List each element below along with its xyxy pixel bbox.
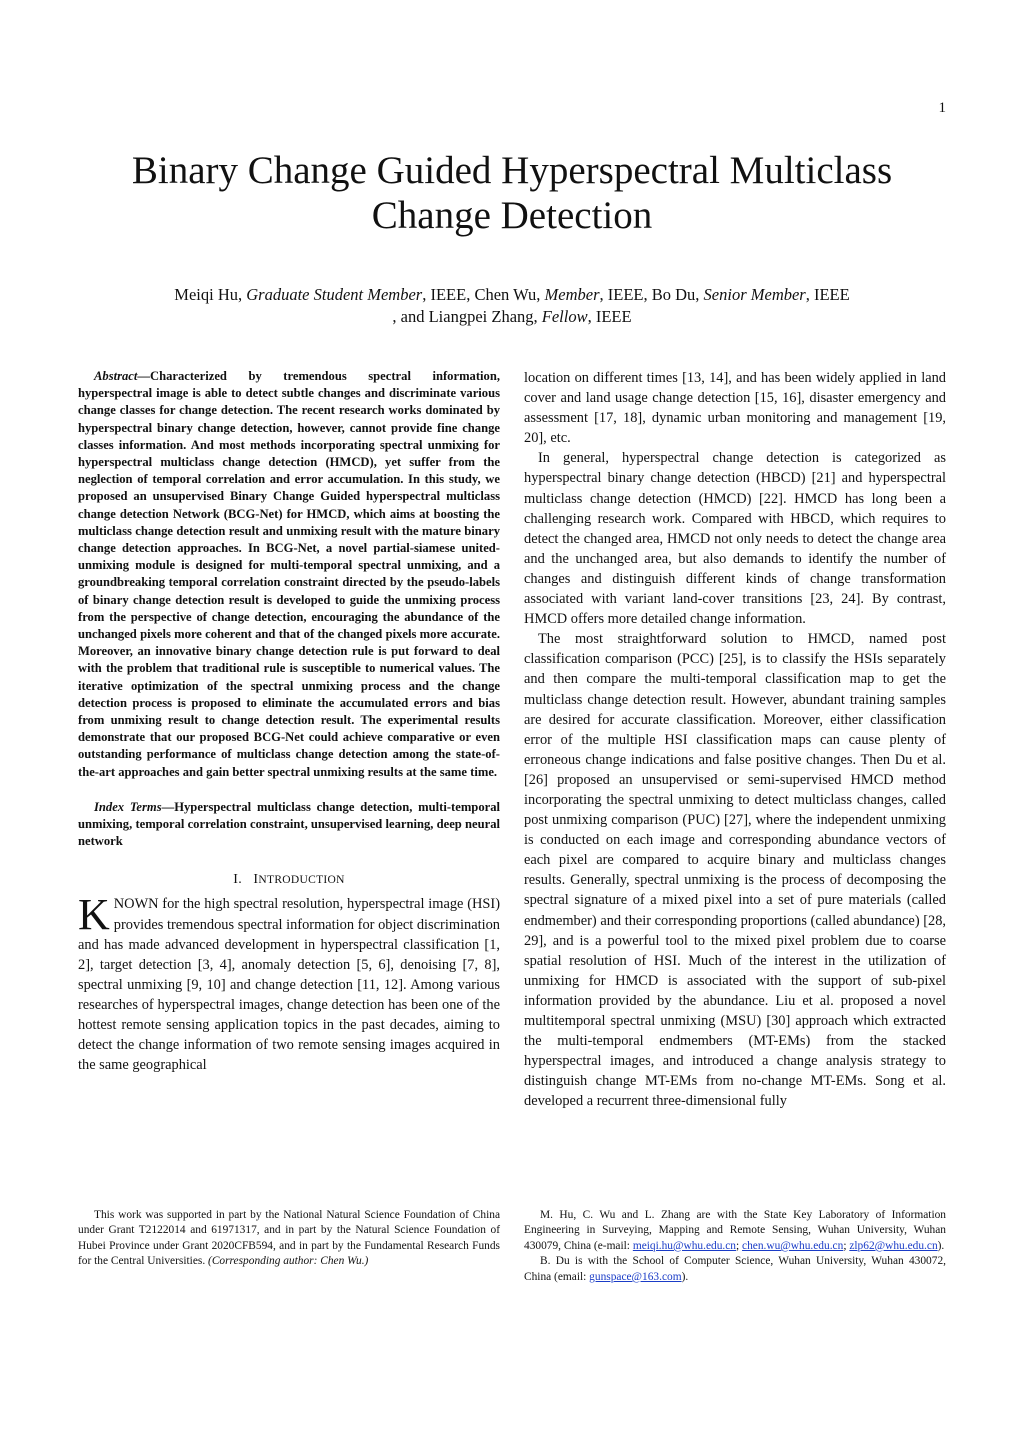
footnote-funding-text: This work was supported in part by the National Natural Science Foundation of China under Grant T2122014 and 61971317, and in part by the Natural Science Foundation of Hubei Province under Grant 2020CFB594, and in part by the Fundamental Research Funds for the Central Universities.: [78, 1209, 500, 1268]
intro-paragraph-1-continued: location on different times [13, 14], and has been widely applied in land cover and land usage change detection [15, 16], disaster emergency and assessment [17, 18], dynamic urban monitoring and management [19, 20], etc.: [524, 370, 946, 447]
email-link-du[interactable]: gunspace@163.com: [589, 1270, 682, 1283]
footnote-affiliations: [524, 1208, 946, 1285]
paper-title: Binary Change Guided Hyperspectral Multiclass Change Detection: [131, 149, 893, 237]
section-numeral: I.: [233, 872, 243, 888]
email-separator: ;: [736, 1239, 743, 1252]
email-link-wu[interactable]: chen.wu@whu.edu.cn: [742, 1239, 844, 1252]
section-title-first: I: [253, 872, 259, 888]
right-column: [524, 368, 946, 1111]
author-1-org: , IEEE: [422, 285, 467, 304]
affiliation-1-text: M. Hu, C. Wu and L. Zhang are with the State Key Laboratory of Information Engineering in Surveying, Mapping and Remote Sensing, Wuhan University, Wuhan 430079, China (e-mail:: [524, 1209, 946, 1252]
index-terms-text: —Hyperspectral multiclass change detection, multi-temporal unmixing, temporal correlation constraint, unsupervised learning, deep neural network: [78, 799, 500, 849]
email-link-hu[interactable]: meiqi.hu@whu.edu.cn: [632, 1239, 737, 1252]
abstract-label: Abstract: [94, 369, 138, 383]
intro-paragraph-2: In general, hyperspectral change detection is categorized as hyperspectral binary change detection (HBCD) [21] and hyperspectral multiclass change detection (HMCD) [22]. HMCD has long been a challenging research work. Compared with HBCD, which requires to detect the changed area, HMCD not only needs to detect the change area and the unchanged area, but also demands to identify the number of changes and distinguish different kinds of change transformation associated with variant land-cover transitions [23, 24]. By contrast, HMCD offers more detailed change information.: [524, 450, 946, 628]
author-2-org: , IEEE: [599, 285, 644, 304]
abstract-text: —Characterized by tremendous spectral information, hyperspectral image is able to detect subtle changes and discriminate various change classes for change detection. The recent research works dominated by hyperspectral binary change detection, however, cannot provide fine change classes information. And most methods incorporating spectral unmixing for hyperspectral multiclass change detection (HMCD), yet suffer from the neglection of temporal correlation and error accumulation. In this study, we proposed an unsupervised Binary Change Guided hyperspectral multiclass change detection Network (BCG-Net) for HMCD, which aims at boosting the multiclass change detection result and unmixing result with the mature binary change detection approaches. In BCG-Net, a novel partial-siamese united-unmixing module is designed for multi-temporal spectral unmixing, and a groundbreaking temporal correlation constraint directed by the pseudo-labels of binary change detection result is developed to guide the unmixing process from the perspective of change detection, encouraging the abundance of the unchanged pixels more coherent and that of the changed pixels more accurate. Moreover, an innovative binary change detection rule is put forward to deal with the problem that traditional rule is susceptible to numerical values. The iterative optimization of the spectral unmixing process and the change detection process is proposed to eliminate the accumulated errors and bias from unmixing result to change detection result. The experimental results demonstrate that our proposed BCG-Net could achieve comparative or even outstanding performance of multiclass change detection among the state-of-the-art approaches and gain better spectral unmixing results at the same time.: [78, 369, 500, 779]
email-link-zhang[interactable]: zlp62@whu.edu.cn: [849, 1239, 938, 1252]
author-2-role: Member: [544, 285, 600, 304]
author-4-role: Fellow: [541, 307, 588, 326]
author-4-name: , and Liangpei Zhang,: [392, 307, 542, 326]
author-4-org: , IEEE: [587, 307, 632, 326]
affiliation-2-end: ).: [681, 1270, 689, 1283]
email-separator: ;: [843, 1239, 850, 1252]
author-3-name: , Bo Du,: [643, 285, 704, 304]
corresponding-author-note: (Corresponding author: Chen Wu.): [208, 1255, 369, 1268]
intro-paragraph-3: The most straightforward solution to HMCD, named post classification comparison (PCC) [25], is to classify the HSIs separately and then compare the multi-temporal classification map to get the multiclass change detection result. However, abundant training samples are desired for accurate classification. Moreover, either classification error of the multiple HSI classification maps can cause plenty of erroneous change indications and false positive changes. Then Du et al.[26] proposed an unsupervised or semi-supervised HMCD method incorporating the spectral unmixing to detect multiclass changes, called post unmixing comparison (PUC) [27], where the independent unmixing is conducted on each image and corresponding abundance vectors of each pixel are compared to acquire binary and multiclass changes results. Generally, spectral unmixing is the process of decomposing the spectral signature of a mixed pixel into a set of pure materials (called endmember) and their corresponding proportions (called abundance) [28, 29], and is a powerful tool to the mixed pixel problem due to coarse spatial resolution of HSI. Much of the interest in the utilization of unmixing for HMCD is associated with the support of sub-pixel information provided by the abundance. Liu et al. proposed a novel multitemporal spectral unmixing (MSU) [30] approach which extracted the multi-temporal endmembers (MT-EMs) from the stacked hyperspectral images, and introduced a change analysis strategy to distinguish change MT-EMs from no-change MT-EMs. Song et al. developed a recurrent three-dimensional fully: [524, 631, 946, 1110]
abstract: [78, 368, 500, 781]
section-title-rest: NTRODUCTION: [258, 874, 345, 887]
author-list: [80, 284, 944, 328]
footnote-funding: [78, 1208, 500, 1270]
affiliation-2-text: B. Du is with the School of Computer Science, Wuhan University, Wuhan 430072, China (email:: [524, 1255, 946, 1283]
author-1-name: Meiqi Hu,: [174, 285, 247, 304]
author-1-role: Graduate Student Member: [246, 285, 423, 304]
affiliation-1-end: ).: [937, 1239, 945, 1252]
author-2-name: , Chen Wu,: [466, 285, 545, 304]
index-terms-label: Index Terms: [94, 799, 162, 814]
page-number: 1: [938, 100, 946, 116]
section-heading-introduction: [78, 872, 500, 888]
drop-cap: K: [78, 890, 110, 940]
left-column: [78, 368, 500, 1075]
intro-paragraph-1: [78, 890, 500, 1075]
author-3-org: , IEEE: [805, 285, 850, 304]
intro-p1-text: NOWN for the high spectral resolution, hyperspectral image (HSI) provides tremendous spectral information for object discrimination and has made advanced development in hyperspectral classification [1, 2], target detection [3, 4], anomaly detection [5, 6], denoising [7, 8], spectral unmixing [9, 10] and change detection [11, 12]. Among various researches of hyperspectral images, change detection has been one of the hottest remote sensing application topics in the past decades, aiming to detect the change information of two remote sensing images acquired in the same geographical: [78, 896, 500, 1074]
author-3-role: Senior Member: [703, 285, 806, 304]
index-terms: [78, 799, 500, 851]
